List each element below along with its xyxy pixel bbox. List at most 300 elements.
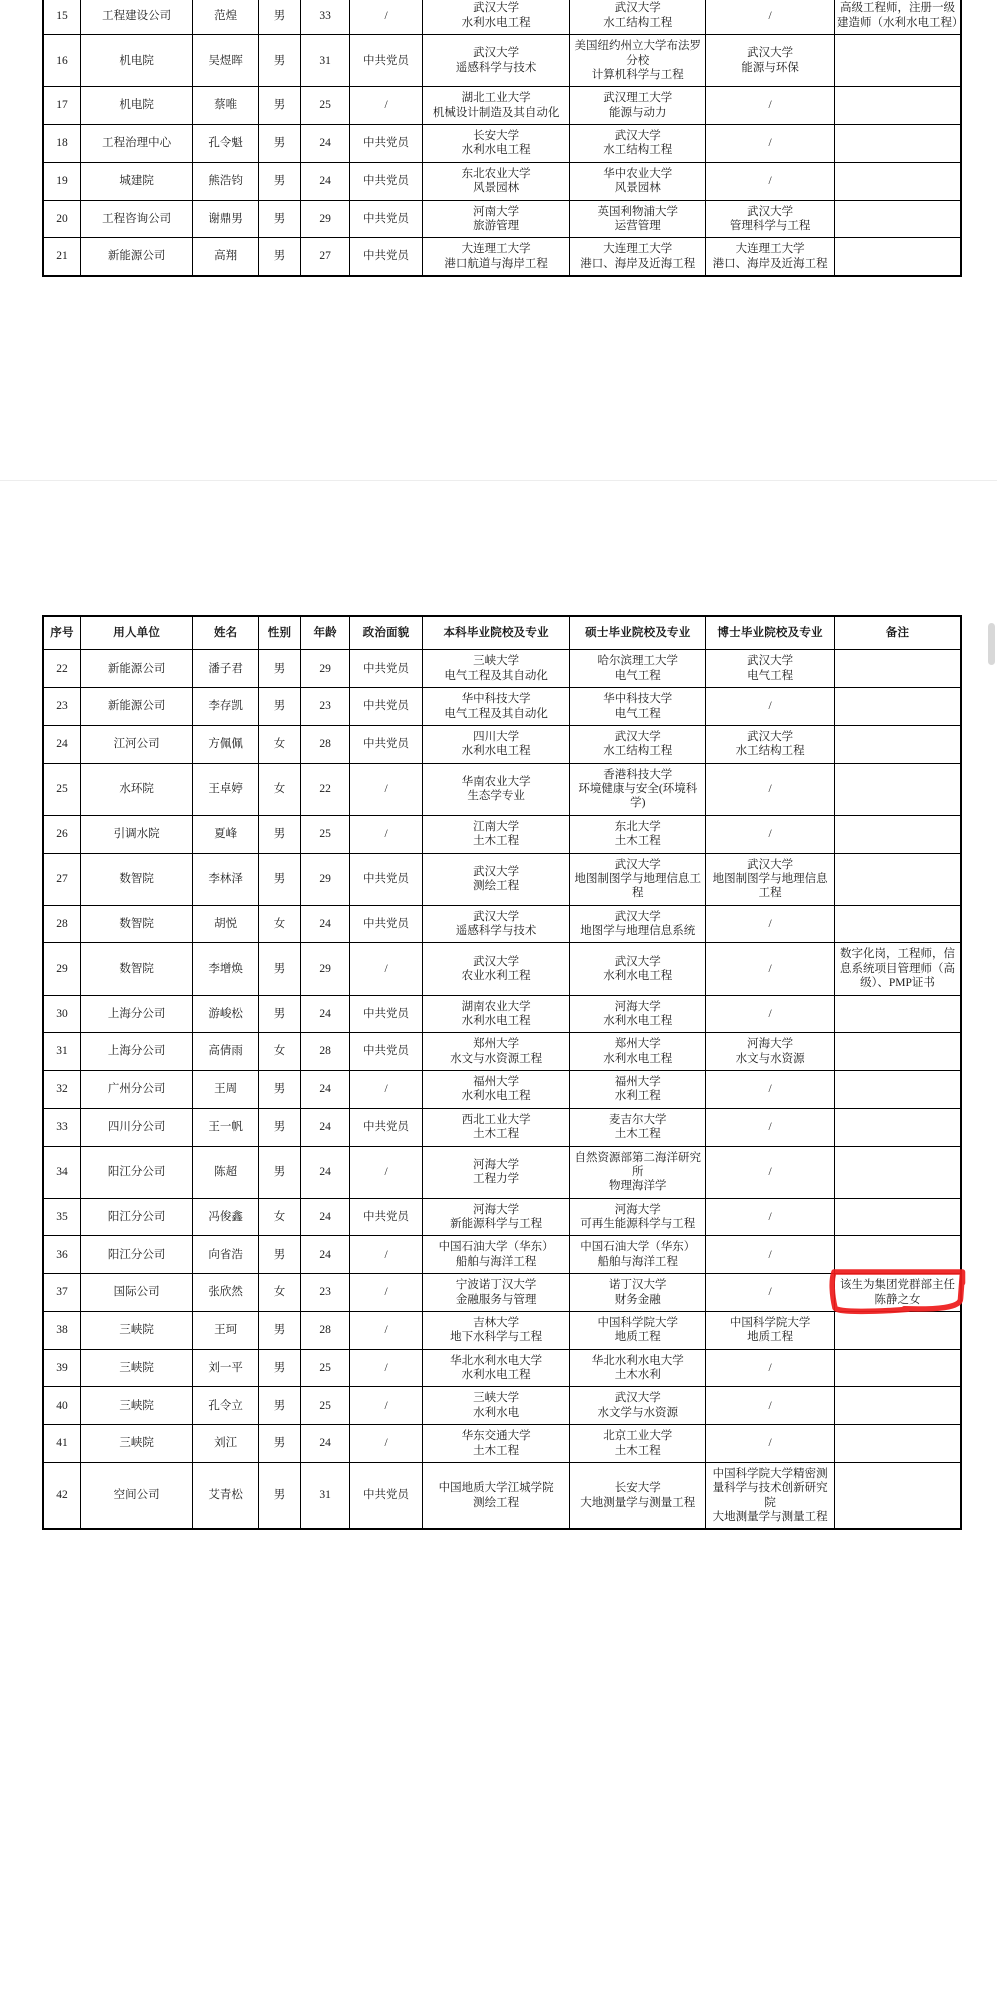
cell-age: 27 bbox=[301, 238, 350, 276]
cell-doctor-school-major: / bbox=[706, 1071, 835, 1109]
column-header-name: 姓名 bbox=[193, 616, 259, 650]
cell-sequence-number: 37 bbox=[43, 1274, 80, 1312]
cell-bachelor-school-major: 华东交通大学 土木工程 bbox=[422, 1425, 570, 1463]
cell-bachelor-school-major: 河海大学 新能源科学与工程 bbox=[422, 1198, 570, 1236]
cell-employer-unit: 新能源公司 bbox=[80, 688, 192, 726]
table-row bbox=[43, 1146, 961, 1198]
cell-doctor-school-major: / bbox=[706, 1198, 835, 1236]
cell-doctor-school-major: / bbox=[706, 162, 835, 200]
cell-person-name: 胡悦 bbox=[193, 905, 259, 943]
column-header-doctor: 博士毕业院校及专业 bbox=[706, 616, 835, 650]
cell-master-school-major: 中国科学院大学 地质工程 bbox=[570, 1311, 706, 1349]
cell-gender: 男 bbox=[258, 1387, 300, 1425]
cell-political-status: 中共党员 bbox=[350, 1108, 423, 1146]
cell-sequence-number: 20 bbox=[43, 200, 80, 238]
cell-bachelor-school-major: 三峡大学 电气工程及其自动化 bbox=[422, 650, 570, 688]
cell-sequence-number: 25 bbox=[43, 763, 80, 815]
cell-gender: 女 bbox=[258, 1198, 300, 1236]
cell-remark bbox=[834, 238, 961, 276]
cell-employer-unit: 水环院 bbox=[80, 763, 192, 815]
cell-master-school-major: 哈尔滨理工大学 电气工程 bbox=[570, 650, 706, 688]
cell-political-status: / bbox=[350, 1236, 423, 1274]
cell-bachelor-school-major: 华南农业大学 生态学专业 bbox=[422, 763, 570, 815]
table-row bbox=[43, 125, 961, 163]
cell-person-name: 方佩佩 bbox=[193, 725, 259, 763]
cell-person-name: 高翔 bbox=[193, 238, 259, 276]
cell-master-school-major: 北京工业大学 土木工程 bbox=[570, 1425, 706, 1463]
cell-doctor-school-major: / bbox=[706, 87, 835, 125]
table-row bbox=[43, 1274, 961, 1312]
cell-bachelor-school-major: 吉林大学 地下水科学与工程 bbox=[422, 1311, 570, 1349]
cell-master-school-major: 美国纽约州立大学布法罗分校 计算机科学与工程 bbox=[570, 35, 706, 87]
cell-age: 24 bbox=[301, 125, 350, 163]
cell-political-status: 中共党员 bbox=[350, 1033, 423, 1071]
cell-doctor-school-major: / bbox=[706, 125, 835, 163]
cell-bachelor-school-major: 大连理工大学 港口航道与海岸工程 bbox=[422, 238, 570, 276]
roster-table-top bbox=[42, 0, 962, 277]
table-row bbox=[43, 943, 961, 995]
cell-person-name: 李增焕 bbox=[193, 943, 259, 995]
scrollbar-thumb[interactable] bbox=[988, 623, 995, 665]
cell-doctor-school-major: 武汉大学 地图制图学与地理信息工程 bbox=[706, 853, 835, 905]
cell-sequence-number: 15 bbox=[43, 0, 80, 35]
cell-sequence-number: 22 bbox=[43, 650, 80, 688]
cell-gender: 男 bbox=[258, 87, 300, 125]
cell-political-status: / bbox=[350, 1071, 423, 1109]
cell-gender: 男 bbox=[258, 688, 300, 726]
cell-remark bbox=[834, 905, 961, 943]
cell-political-status: / bbox=[350, 1146, 423, 1198]
cell-bachelor-school-major: 湖南农业大学 水利水电工程 bbox=[422, 995, 570, 1033]
cell-bachelor-school-major: 东北农业大学 风景园林 bbox=[422, 162, 570, 200]
table-row bbox=[43, 1071, 961, 1109]
cell-employer-unit: 数智院 bbox=[80, 853, 192, 905]
cell-person-name: 李存凯 bbox=[193, 688, 259, 726]
cell-remark bbox=[834, 1349, 961, 1387]
cell-bachelor-school-major: 中国石油大学（华东） 船舶与海洋工程 bbox=[422, 1236, 570, 1274]
cell-master-school-major: 大连理工大学 港口、海岸及近海工程 bbox=[570, 238, 706, 276]
cell-employer-unit: 城建院 bbox=[80, 162, 192, 200]
cell-gender: 男 bbox=[258, 0, 300, 35]
cell-bachelor-school-major: 三峡大学 水利水电 bbox=[422, 1387, 570, 1425]
cell-age: 29 bbox=[301, 853, 350, 905]
cell-person-name: 向省浩 bbox=[193, 1236, 259, 1274]
cell-age: 24 bbox=[301, 1146, 350, 1198]
cell-political-status: / bbox=[350, 1274, 423, 1312]
cell-age: 33 bbox=[301, 0, 350, 35]
cell-political-status: 中共党员 bbox=[350, 162, 423, 200]
cell-gender: 男 bbox=[258, 853, 300, 905]
cell-employer-unit: 数智院 bbox=[80, 905, 192, 943]
cell-master-school-major: 武汉大学 水文学与水资源 bbox=[570, 1387, 706, 1425]
cell-doctor-school-major: / bbox=[706, 1274, 835, 1312]
cell-remark: 高级工程师，注册一级建造师（水利水电工程） bbox=[834, 0, 961, 35]
cell-doctor-school-major: 中国科学院大学精密测量科学与技术创新研究院 大地测量学与测量工程 bbox=[706, 1462, 835, 1529]
cell-gender: 女 bbox=[258, 763, 300, 815]
table-row bbox=[43, 0, 961, 35]
cell-person-name: 孔令立 bbox=[193, 1387, 259, 1425]
cell-employer-unit: 机电院 bbox=[80, 35, 192, 87]
cell-sequence-number: 27 bbox=[43, 853, 80, 905]
cell-master-school-major: 武汉大学 地图学与地理信息系统 bbox=[570, 905, 706, 943]
cell-political-status: / bbox=[350, 1311, 423, 1349]
cell-bachelor-school-major: 四川大学 水利水电工程 bbox=[422, 725, 570, 763]
cell-person-name: 熊浩钧 bbox=[193, 162, 259, 200]
cell-master-school-major: 武汉大学 水利水电工程 bbox=[570, 943, 706, 995]
cell-remark bbox=[834, 35, 961, 87]
cell-doctor-school-major: 武汉大学 管理科学与工程 bbox=[706, 200, 835, 238]
cell-employer-unit: 新能源公司 bbox=[80, 650, 192, 688]
cell-political-status: / bbox=[350, 815, 423, 853]
cell-doctor-school-major: 武汉大学 能源与环保 bbox=[706, 35, 835, 87]
cell-age: 24 bbox=[301, 1236, 350, 1274]
cell-remark bbox=[834, 1387, 961, 1425]
cell-bachelor-school-major: 江南大学 土木工程 bbox=[422, 815, 570, 853]
cell-employer-unit: 上海分公司 bbox=[80, 1033, 192, 1071]
column-header-party: 政治面貌 bbox=[350, 616, 423, 650]
cell-political-status: 中共党员 bbox=[350, 125, 423, 163]
cell-remark bbox=[834, 995, 961, 1033]
cell-gender: 男 bbox=[258, 1349, 300, 1387]
cell-master-school-major: 武汉大学 地图制图学与地理信息工程 bbox=[570, 853, 706, 905]
cell-doctor-school-major: / bbox=[706, 1349, 835, 1387]
cell-gender: 女 bbox=[258, 1033, 300, 1071]
cell-political-status: / bbox=[350, 87, 423, 125]
cell-age: 23 bbox=[301, 688, 350, 726]
cell-employer-unit: 工程建设公司 bbox=[80, 0, 192, 35]
cell-person-name: 刘江 bbox=[193, 1425, 259, 1463]
cell-sequence-number: 33 bbox=[43, 1108, 80, 1146]
cell-remark bbox=[834, 162, 961, 200]
cell-doctor-school-major: / bbox=[706, 763, 835, 815]
cell-person-name: 王珂 bbox=[193, 1311, 259, 1349]
cell-gender: 男 bbox=[258, 1146, 300, 1198]
page-break-gap bbox=[0, 345, 997, 615]
table-row bbox=[43, 238, 961, 276]
cell-political-status: 中共党员 bbox=[350, 995, 423, 1033]
cell-gender: 男 bbox=[258, 815, 300, 853]
cell-political-status: 中共党员 bbox=[350, 1198, 423, 1236]
cell-age: 28 bbox=[301, 1033, 350, 1071]
cell-remark bbox=[834, 650, 961, 688]
cell-bachelor-school-major: 武汉大学 农业水利工程 bbox=[422, 943, 570, 995]
column-header-sex: 性别 bbox=[258, 616, 300, 650]
cell-political-status: 中共党员 bbox=[350, 853, 423, 905]
table-row bbox=[43, 1349, 961, 1387]
cell-age: 23 bbox=[301, 1274, 350, 1312]
cell-age: 24 bbox=[301, 1108, 350, 1146]
cell-employer-unit: 阳江分公司 bbox=[80, 1198, 192, 1236]
cell-employer-unit: 阳江分公司 bbox=[80, 1236, 192, 1274]
cell-doctor-school-major: / bbox=[706, 0, 835, 35]
cell-remark bbox=[834, 1071, 961, 1109]
cell-bachelor-school-major: 华中科技大学 电气工程及其自动化 bbox=[422, 688, 570, 726]
cell-master-school-major: 麦吉尔大学 土木工程 bbox=[570, 1108, 706, 1146]
cell-bachelor-school-major: 河海大学 工程力学 bbox=[422, 1146, 570, 1198]
cell-person-name: 游峻松 bbox=[193, 995, 259, 1033]
cell-doctor-school-major: 大连理工大学 港口、海岸及近海工程 bbox=[706, 238, 835, 276]
cell-remark bbox=[834, 1311, 961, 1349]
cell-sequence-number: 23 bbox=[43, 688, 80, 726]
cell-gender: 男 bbox=[258, 238, 300, 276]
table-row bbox=[43, 1425, 961, 1463]
cell-political-status: 中共党员 bbox=[350, 725, 423, 763]
cell-age: 25 bbox=[301, 87, 350, 125]
cell-political-status: 中共党员 bbox=[350, 238, 423, 276]
cell-remark bbox=[834, 725, 961, 763]
roster-table-top-section bbox=[0, 0, 997, 345]
cell-gender: 男 bbox=[258, 1311, 300, 1349]
cell-person-name: 谢鼎男 bbox=[193, 200, 259, 238]
cell-doctor-school-major: / bbox=[706, 1146, 835, 1198]
cell-political-status: 中共党员 bbox=[350, 35, 423, 87]
cell-employer-unit: 新能源公司 bbox=[80, 238, 192, 276]
cell-person-name: 张欣然 bbox=[193, 1274, 259, 1312]
cell-bachelor-school-major: 武汉大学 遥感科学与技术 bbox=[422, 905, 570, 943]
cell-gender: 男 bbox=[258, 943, 300, 995]
cell-employer-unit: 引调水院 bbox=[80, 815, 192, 853]
cell-age: 28 bbox=[301, 725, 350, 763]
cell-political-status: / bbox=[350, 0, 423, 35]
cell-bachelor-school-major: 西北工业大学 土木工程 bbox=[422, 1108, 570, 1146]
cell-sequence-number: 39 bbox=[43, 1349, 80, 1387]
cell-employer-unit: 江河公司 bbox=[80, 725, 192, 763]
table-row bbox=[43, 1198, 961, 1236]
cell-gender: 男 bbox=[258, 125, 300, 163]
cell-person-name: 范煌 bbox=[193, 0, 259, 35]
cell-master-school-major: 福州大学 水利工程 bbox=[570, 1071, 706, 1109]
cell-doctor-school-major: / bbox=[706, 688, 835, 726]
cell-bachelor-school-major: 中国地质大学江城学院 测绘工程 bbox=[422, 1462, 570, 1529]
table-row bbox=[43, 1462, 961, 1529]
cell-political-status: 中共党员 bbox=[350, 905, 423, 943]
cell-master-school-major: 郑州大学 水利水电工程 bbox=[570, 1033, 706, 1071]
cell-employer-unit: 机电院 bbox=[80, 87, 192, 125]
cell-gender: 女 bbox=[258, 1274, 300, 1312]
cell-person-name: 刘一平 bbox=[193, 1349, 259, 1387]
cell-sequence-number: 26 bbox=[43, 815, 80, 853]
cell-age: 29 bbox=[301, 200, 350, 238]
cell-sequence-number: 42 bbox=[43, 1462, 80, 1529]
table-row bbox=[43, 725, 961, 763]
cell-gender: 男 bbox=[258, 1071, 300, 1109]
cell-remark bbox=[834, 200, 961, 238]
roster-table-bottom-section bbox=[0, 615, 997, 1530]
cell-doctor-school-major: / bbox=[706, 905, 835, 943]
cell-bachelor-school-major: 武汉大学 水利水电工程 bbox=[422, 0, 570, 35]
cell-age: 24 bbox=[301, 1198, 350, 1236]
cell-bachelor-school-major: 河南大学 旅游管理 bbox=[422, 200, 570, 238]
cell-person-name: 夏峰 bbox=[193, 815, 259, 853]
table-row bbox=[43, 650, 961, 688]
cell-remark bbox=[834, 87, 961, 125]
cell-sequence-number: 35 bbox=[43, 1198, 80, 1236]
cell-employer-unit: 三峡院 bbox=[80, 1387, 192, 1425]
cell-sequence-number: 28 bbox=[43, 905, 80, 943]
table-row bbox=[43, 87, 961, 125]
cell-age: 24 bbox=[301, 162, 350, 200]
cell-age: 24 bbox=[301, 995, 350, 1033]
table-row bbox=[43, 815, 961, 853]
cell-sequence-number: 30 bbox=[43, 995, 80, 1033]
cell-doctor-school-major: / bbox=[706, 1387, 835, 1425]
cell-employer-unit: 三峡院 bbox=[80, 1349, 192, 1387]
cell-age: 28 bbox=[301, 1311, 350, 1349]
cell-employer-unit: 四川分公司 bbox=[80, 1108, 192, 1146]
cell-remark: 该生为集团党群部主任陈静之女 bbox=[834, 1274, 961, 1312]
table-row bbox=[43, 1387, 961, 1425]
cell-political-status: / bbox=[350, 1387, 423, 1425]
cell-gender: 男 bbox=[258, 162, 300, 200]
column-header-seq: 序号 bbox=[43, 616, 80, 650]
cell-person-name: 潘子君 bbox=[193, 650, 259, 688]
cell-master-school-major: 河海大学 可再生能源科学与工程 bbox=[570, 1198, 706, 1236]
cell-political-status: 中共党员 bbox=[350, 1462, 423, 1529]
cell-person-name: 王一帆 bbox=[193, 1108, 259, 1146]
cell-person-name: 冯俊鑫 bbox=[193, 1198, 259, 1236]
table-row bbox=[43, 1033, 961, 1071]
cell-doctor-school-major: / bbox=[706, 815, 835, 853]
cell-remark bbox=[834, 1146, 961, 1198]
cell-person-name: 李林泽 bbox=[193, 853, 259, 905]
cell-sequence-number: 40 bbox=[43, 1387, 80, 1425]
table-header-row bbox=[43, 616, 961, 650]
cell-political-status: 中共党员 bbox=[350, 688, 423, 726]
cell-person-name: 吴煜晖 bbox=[193, 35, 259, 87]
cell-gender: 男 bbox=[258, 1425, 300, 1463]
cell-person-name: 王卓婷 bbox=[193, 763, 259, 815]
cell-master-school-major: 英国利物浦大学 运营管理 bbox=[570, 200, 706, 238]
cell-remark bbox=[834, 1033, 961, 1071]
cell-master-school-major: 武汉大学 水工结构工程 bbox=[570, 0, 706, 35]
cell-doctor-school-major: 中国科学院大学 地质工程 bbox=[706, 1311, 835, 1349]
cell-bachelor-school-major: 华北水利水电大学 水利水电工程 bbox=[422, 1349, 570, 1387]
column-header-master: 硕士毕业院校及专业 bbox=[570, 616, 706, 650]
cell-doctor-school-major: / bbox=[706, 1236, 835, 1274]
cell-age: 31 bbox=[301, 35, 350, 87]
table-row bbox=[43, 853, 961, 905]
cell-remark bbox=[834, 125, 961, 163]
cell-bachelor-school-major: 武汉大学 测绘工程 bbox=[422, 853, 570, 905]
cell-gender: 女 bbox=[258, 725, 300, 763]
cell-remark bbox=[834, 688, 961, 726]
cell-age: 24 bbox=[301, 1425, 350, 1463]
cell-remark bbox=[834, 1462, 961, 1529]
cell-employer-unit: 广州分公司 bbox=[80, 1071, 192, 1109]
cell-sequence-number: 38 bbox=[43, 1311, 80, 1349]
cell-employer-unit: 数智院 bbox=[80, 943, 192, 995]
cell-employer-unit: 阳江分公司 bbox=[80, 1146, 192, 1198]
cell-sequence-number: 18 bbox=[43, 125, 80, 163]
cell-sequence-number: 36 bbox=[43, 1236, 80, 1274]
cell-doctor-school-major: / bbox=[706, 943, 835, 995]
table-row bbox=[43, 200, 961, 238]
cell-bachelor-school-major: 宁波诺丁汉大学 金融服务与管理 bbox=[422, 1274, 570, 1312]
cell-bachelor-school-major: 郑州大学 水文与水资源工程 bbox=[422, 1033, 570, 1071]
cell-employer-unit: 空间公司 bbox=[80, 1462, 192, 1529]
column-header-bachelor: 本科毕业院校及专业 bbox=[422, 616, 570, 650]
cell-master-school-major: 武汉大学 水工结构工程 bbox=[570, 125, 706, 163]
cell-sequence-number: 34 bbox=[43, 1146, 80, 1198]
cell-sequence-number: 32 bbox=[43, 1071, 80, 1109]
cell-person-name: 蔡唯 bbox=[193, 87, 259, 125]
cell-person-name: 王周 bbox=[193, 1071, 259, 1109]
table-row bbox=[43, 688, 961, 726]
cell-master-school-major: 武汉大学 水工结构工程 bbox=[570, 725, 706, 763]
cell-master-school-major: 自然资源部第二海洋研究所 物理海洋学 bbox=[570, 1146, 706, 1198]
cell-employer-unit: 上海分公司 bbox=[80, 995, 192, 1033]
cell-political-status: / bbox=[350, 1425, 423, 1463]
table-row bbox=[43, 162, 961, 200]
column-header-unit: 用人单位 bbox=[80, 616, 192, 650]
cell-master-school-major: 香港科技大学 环境健康与安全(环境科学) bbox=[570, 763, 706, 815]
cell-age: 29 bbox=[301, 650, 350, 688]
cell-gender: 男 bbox=[258, 650, 300, 688]
cell-doctor-school-major: 武汉大学 电气工程 bbox=[706, 650, 835, 688]
cell-master-school-major: 华中农业大学 风景园林 bbox=[570, 162, 706, 200]
cell-gender: 男 bbox=[258, 995, 300, 1033]
cell-remark bbox=[834, 1425, 961, 1463]
cell-remark: 数字化岗，工程师，信息系统项目管理师（高级）、PMP证书 bbox=[834, 943, 961, 995]
cell-remark bbox=[834, 763, 961, 815]
cell-master-school-major: 武汉理工大学 能源与动力 bbox=[570, 87, 706, 125]
cell-sequence-number: 31 bbox=[43, 1033, 80, 1071]
cell-employer-unit: 三峡院 bbox=[80, 1311, 192, 1349]
cell-master-school-major: 华北水利水电大学 土木水利 bbox=[570, 1349, 706, 1387]
cell-sequence-number: 19 bbox=[43, 162, 80, 200]
cell-remark bbox=[834, 1236, 961, 1274]
cell-master-school-major: 长安大学 大地测量学与测量工程 bbox=[570, 1462, 706, 1529]
cell-sequence-number: 21 bbox=[43, 238, 80, 276]
cell-remark bbox=[834, 1108, 961, 1146]
cell-remark bbox=[834, 815, 961, 853]
cell-sequence-number: 24 bbox=[43, 725, 80, 763]
cell-age: 29 bbox=[301, 943, 350, 995]
cell-bachelor-school-major: 武汉大学 遥感科学与技术 bbox=[422, 35, 570, 87]
cell-political-status: / bbox=[350, 943, 423, 995]
cell-employer-unit: 工程咨询公司 bbox=[80, 200, 192, 238]
table-row bbox=[43, 1108, 961, 1146]
cell-political-status: / bbox=[350, 1349, 423, 1387]
cell-person-name: 艾青松 bbox=[193, 1462, 259, 1529]
cell-doctor-school-major: 河海大学 水文与水资源 bbox=[706, 1033, 835, 1071]
cell-age: 31 bbox=[301, 1462, 350, 1529]
cell-master-school-major: 东北大学 土木工程 bbox=[570, 815, 706, 853]
roster-table-bottom bbox=[42, 615, 962, 1530]
table-row bbox=[43, 1236, 961, 1274]
cell-gender: 男 bbox=[258, 1462, 300, 1529]
cell-age: 24 bbox=[301, 905, 350, 943]
cell-bachelor-school-major: 湖北工业大学 机械设计制造及其自动化 bbox=[422, 87, 570, 125]
cell-political-status: 中共党员 bbox=[350, 200, 423, 238]
cell-doctor-school-major: / bbox=[706, 1108, 835, 1146]
column-header-remark: 备注 bbox=[834, 616, 961, 650]
cell-doctor-school-major: / bbox=[706, 1425, 835, 1463]
cell-bachelor-school-major: 福州大学 水利水电工程 bbox=[422, 1071, 570, 1109]
table-row bbox=[43, 905, 961, 943]
cell-master-school-major: 华中科技大学 电气工程 bbox=[570, 688, 706, 726]
cell-employer-unit: 三峡院 bbox=[80, 1425, 192, 1463]
cell-person-name: 高倩雨 bbox=[193, 1033, 259, 1071]
cell-political-status: 中共党员 bbox=[350, 650, 423, 688]
cell-master-school-major: 诺丁汉大学 财务金融 bbox=[570, 1274, 706, 1312]
cell-doctor-school-major: 武汉大学 水工结构工程 bbox=[706, 725, 835, 763]
table-row bbox=[43, 1311, 961, 1349]
cell-age: 25 bbox=[301, 1349, 350, 1387]
table-row bbox=[43, 35, 961, 87]
cell-person-name: 孔令魁 bbox=[193, 125, 259, 163]
cell-sequence-number: 16 bbox=[43, 35, 80, 87]
